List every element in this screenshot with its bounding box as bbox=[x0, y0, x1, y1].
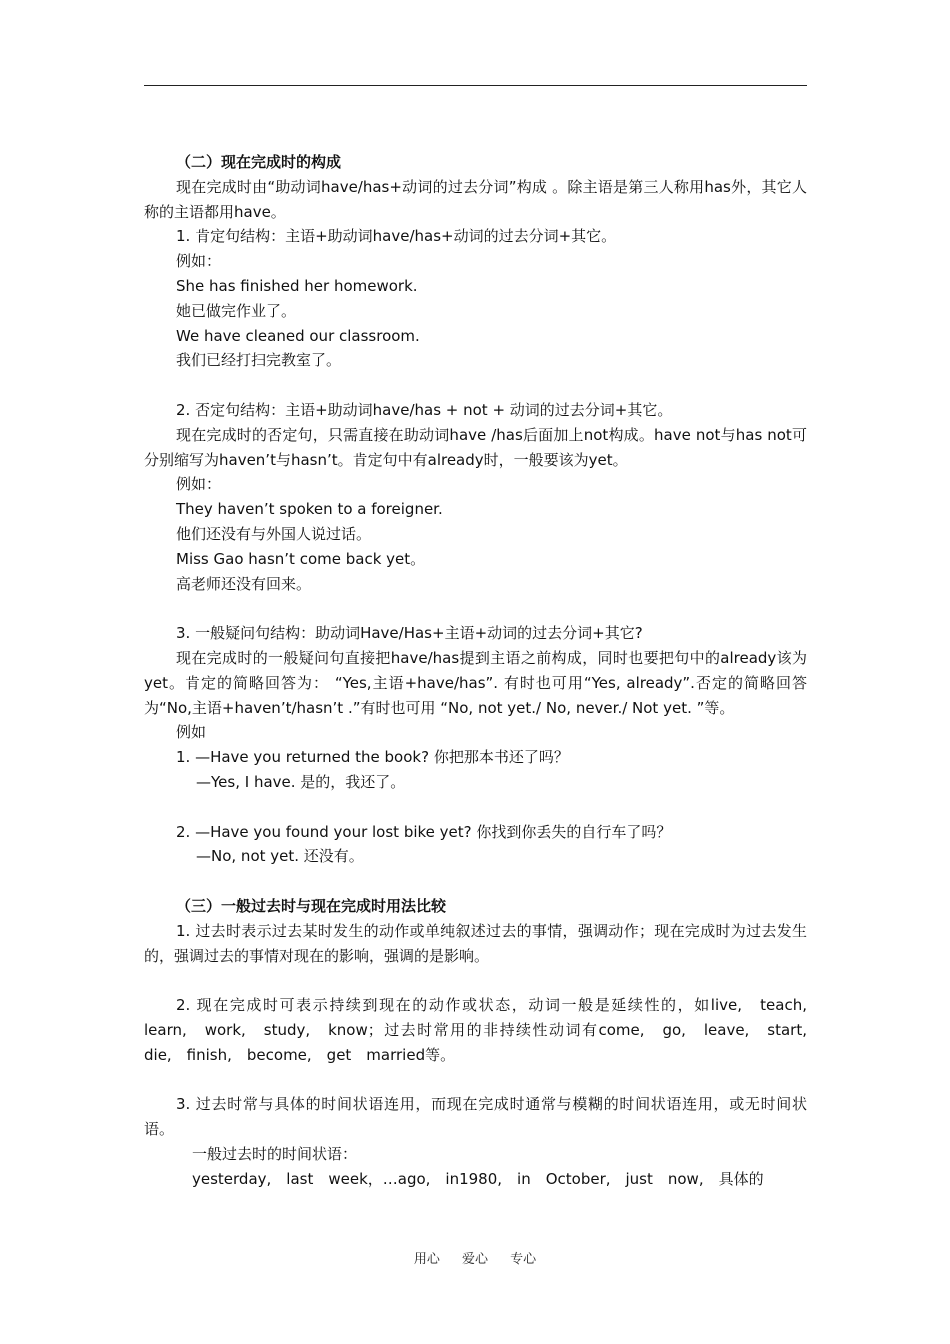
example-zh: 他们还没有与外国人说过话。 bbox=[176, 524, 372, 543]
footer-word: 用心 bbox=[413, 1252, 440, 1267]
paragraph: 3. 过去时常与具体的时间状语连用，而现在完成时通常与模糊的时间状语连用，或无时间状语。 bbox=[144, 1095, 807, 1139]
section-heading-3: （三）一般过去时与现在完成时用法比较 bbox=[176, 896, 447, 915]
example-zh: 她已做完作业了。 bbox=[176, 301, 297, 320]
spacer bbox=[144, 596, 807, 621]
footer-word: 专心 bbox=[510, 1252, 537, 1267]
dialog-question: 2. —Have you found your lost bike yet? 你找到你丢失的自行车了吗？ bbox=[176, 822, 672, 841]
spacer bbox=[144, 968, 807, 993]
document-body bbox=[144, 150, 823, 1191]
paragraph: 现在完成时由“助动词have/has+动词的过去分词”构成 。除主语是第三人称用has外，其它人称的主语都用have。 bbox=[144, 177, 807, 221]
paragraph: 2. 现在完成时可表示持续到现在的动作或状态，动词一般是延续性的，如live, teach, learn, work, study, know；过去时常用的非持续性动词有come, go, leave, start, die, finish, become, get married等。 bbox=[144, 996, 823, 1064]
paragraph: 现在完成时的否定句，只需直接在助动词have /has后面加上not构成。have not与has not可分别缩写为haven’t与hasn’t。肯定句中有already时，一般要该为yet。 bbox=[144, 425, 807, 469]
section-heading-2: （二）现在完成时的构成 bbox=[176, 153, 342, 171]
time-adverbial-list: yesterday, last week，…ago, in1980, in October, just now, 具体的 bbox=[192, 1169, 764, 1188]
paragraph: 3. 一般疑问句结构：助动词Have/Has+主语+动词的过去分词+其它? bbox=[176, 624, 643, 643]
spacer bbox=[144, 1067, 807, 1092]
sub-label: 一般过去时的时间状语： bbox=[192, 1144, 358, 1163]
dialog-answer: —No, not yet. 还没有。 bbox=[196, 847, 364, 866]
example-en: She has finished her homework. bbox=[176, 276, 418, 295]
dialog-question: 1. —Have you returned the book? 你把那本书还了吗？ bbox=[176, 748, 569, 767]
spacer bbox=[144, 373, 807, 398]
page-footer bbox=[0, 1248, 950, 1267]
paragraph: 2. 否定句结构：主语+助动词have/has + not + 动词的过去分词+其它。 bbox=[176, 400, 673, 419]
example-en: We have cleaned our classroom. bbox=[176, 326, 420, 345]
example-en: They haven’t spoken to a foreigner. bbox=[176, 500, 443, 519]
example-label: 例如： bbox=[176, 475, 222, 494]
spacer bbox=[144, 869, 807, 894]
example-label: 例如 bbox=[176, 723, 207, 742]
example-en: Miss Gao hasn’t come back yet。 bbox=[176, 549, 426, 568]
paragraph: 现在完成时的一般疑问句直接把have/has提到主语之前构成，同时也要把句中的already该为yet。肯定的简略回答为： “Yes,主语+have/has”. 有时也可用“Yes, already”.否定的简略回答为“No,主语+haven’t/hasn’t .”有时也可用 “No, not yet./ No, never./ Not yet. ”等。 bbox=[144, 648, 807, 717]
header-rule bbox=[144, 85, 807, 86]
spacer bbox=[144, 795, 807, 820]
example-zh: 高老师还没有回来。 bbox=[176, 574, 312, 593]
footer-word: 爱心 bbox=[461, 1252, 488, 1267]
example-label: 例如： bbox=[176, 252, 222, 271]
dialog-answer: —Yes, I have. 是的，我还了。 bbox=[196, 772, 406, 791]
example-zh: 我们已经打扫完教室了。 bbox=[176, 351, 342, 370]
paragraph: 1. 过去时表示过去某时发生的动作或单纯叙述过去的事情，强调动作；现在完成时为过去发生的，强调过去的事情对现在的影响，强调的是影响。 bbox=[144, 921, 807, 965]
paragraph: 1. 肯定句结构：主语+助动词have/has+动词的过去分词+其它。 bbox=[176, 227, 617, 246]
